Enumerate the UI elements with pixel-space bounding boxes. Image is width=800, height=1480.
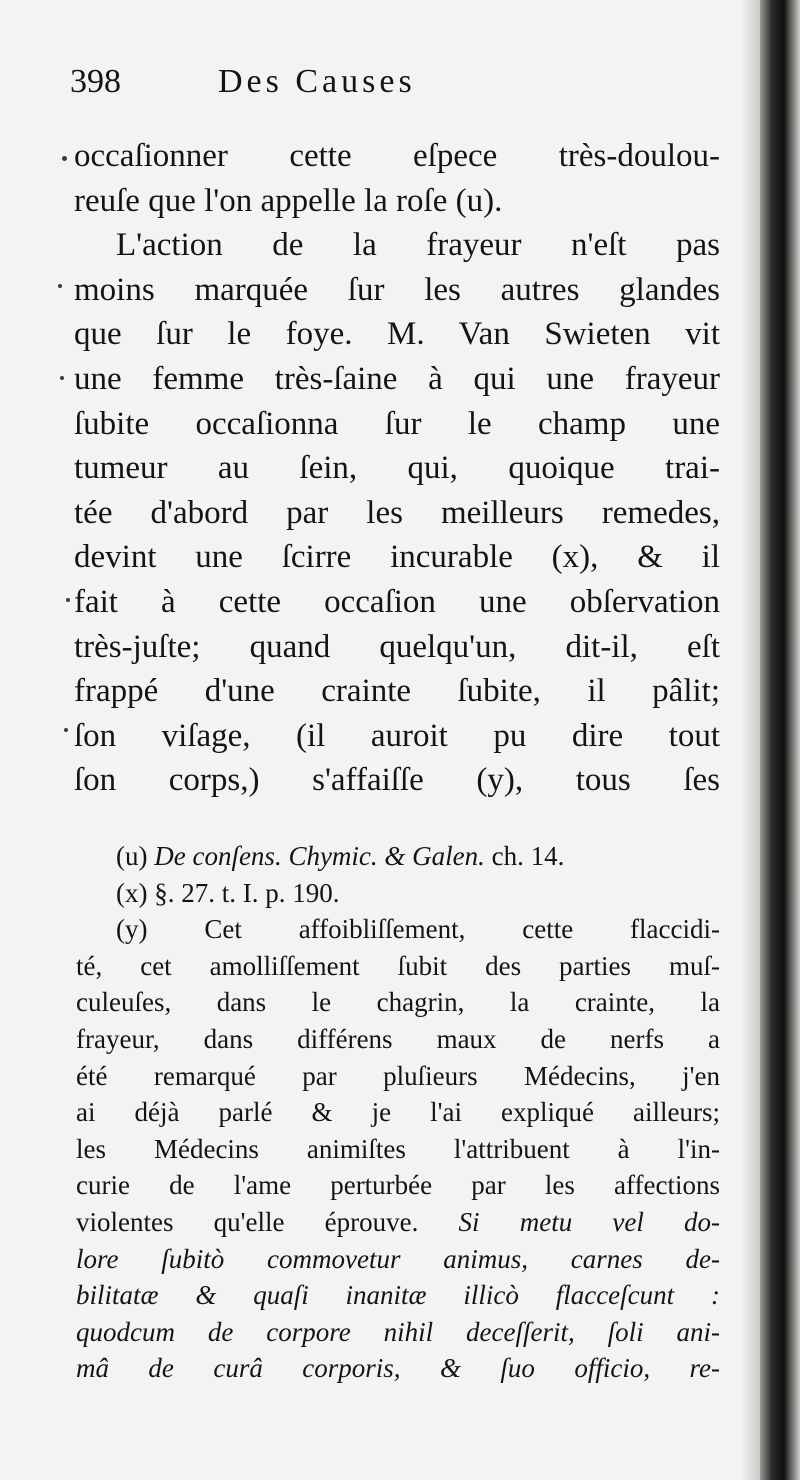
- body-text: [74, 134, 720, 803]
- body-line: moins marquée ſur les autres glandes: [74, 271, 720, 308]
- footnote-y-line: lore ſubitò commovetur animus, carnes de-: [76, 1243, 720, 1274]
- body-line: reuſe que l'on appelle la roſe (u).: [74, 182, 503, 219]
- body-line: tumeur au ſein, qui, quoique trai-: [74, 450, 720, 487]
- footnote-y-line: ai déjà parlé & je l'ai expliqué ailleurs;: [76, 1097, 720, 1128]
- footnote-y-line: été remarqué par pluſieurs Médecins, j'en: [76, 1060, 720, 1091]
- body-line: ſon viſage, (il auroit pu dire tout: [74, 717, 720, 754]
- ink-speck: [58, 284, 62, 288]
- footnotes: [76, 838, 720, 1387]
- footnote-y-line: frayeur, dans différens maux de nerfs a: [76, 1023, 720, 1054]
- body-line: L'action de la frayeur n'eſt pas: [116, 227, 720, 264]
- body-line: tée d'abord par les meilleurs remedes,: [74, 494, 720, 531]
- footnote-y-line: curie de l'ame perturbée par les affections: [76, 1170, 720, 1201]
- page-edge: [760, 0, 800, 1480]
- footnote-u: [76, 838, 720, 875]
- ink-speck: [62, 156, 67, 161]
- footnote-u-chapter: ch. 14.: [491, 841, 565, 871]
- footnote-u-source: De conſens. Chymic. & Galen.: [154, 841, 485, 871]
- body-line: devint une ſcirre incurable (x), & il: [74, 539, 720, 576]
- body-line: fait à cette occaſion une obſervation: [74, 583, 720, 620]
- footnote-y-line: culeuſes, dans le chagrin, la crainte, la: [76, 987, 720, 1018]
- running-head: Des Causes: [218, 63, 416, 100]
- footnote-y-line: mâ de curâ corporis, & ſuo officio, re-: [76, 1353, 720, 1384]
- footnote-y-line: les Médecins animiſtes l'attribuent à l'in-: [76, 1133, 720, 1164]
- page-number: 398: [70, 63, 121, 100]
- body-line: ſubite occaſionna ſur le champ une: [74, 405, 720, 442]
- body-line: une femme très-ſaine à qui une frayeur: [74, 360, 720, 397]
- footnote-y-line: violentes qu'elle éprouve. Si metu vel do-: [76, 1206, 720, 1237]
- page-header: [70, 58, 730, 108]
- body-line: frappé d'une crainte ſubite, il pâlit;: [74, 673, 720, 710]
- ink-speck: [66, 598, 70, 602]
- body-line: très-juſte; quand quelqu'un, dit-il, eſt: [74, 628, 720, 665]
- footnote-x-text: §. 27. t. I. p. 190.: [154, 877, 340, 908]
- footnote-y-line: bilitatæ & quaſi inanitæ illicò flacceſcunt :: [76, 1280, 720, 1311]
- body-line: que ſur le foye. M. Van Swieten vit: [74, 316, 720, 353]
- footnote-y-line: (y) Cet affoibliſſement, cette flaccidi-: [116, 914, 720, 945]
- footnote-marker: (u): [116, 841, 148, 871]
- footnote-marker: (x): [116, 877, 148, 908]
- footnote-y-line: té, cet amolliſſement ſubit des parties muſ-: [76, 950, 720, 981]
- ink-speck: [64, 728, 68, 732]
- ink-speck: [60, 376, 64, 380]
- page-fold-shadow: [740, 0, 762, 1480]
- footnote-y-line: quodcum de corpore nihil deceſſerit, ſoli ani-: [76, 1316, 720, 1347]
- footnote-x: [76, 875, 720, 912]
- body-line: occaſionner cette eſpece très-doulou-: [74, 138, 720, 174]
- body-line: ſon corps,) s'affaiſſe (y), tous ſes: [74, 762, 720, 799]
